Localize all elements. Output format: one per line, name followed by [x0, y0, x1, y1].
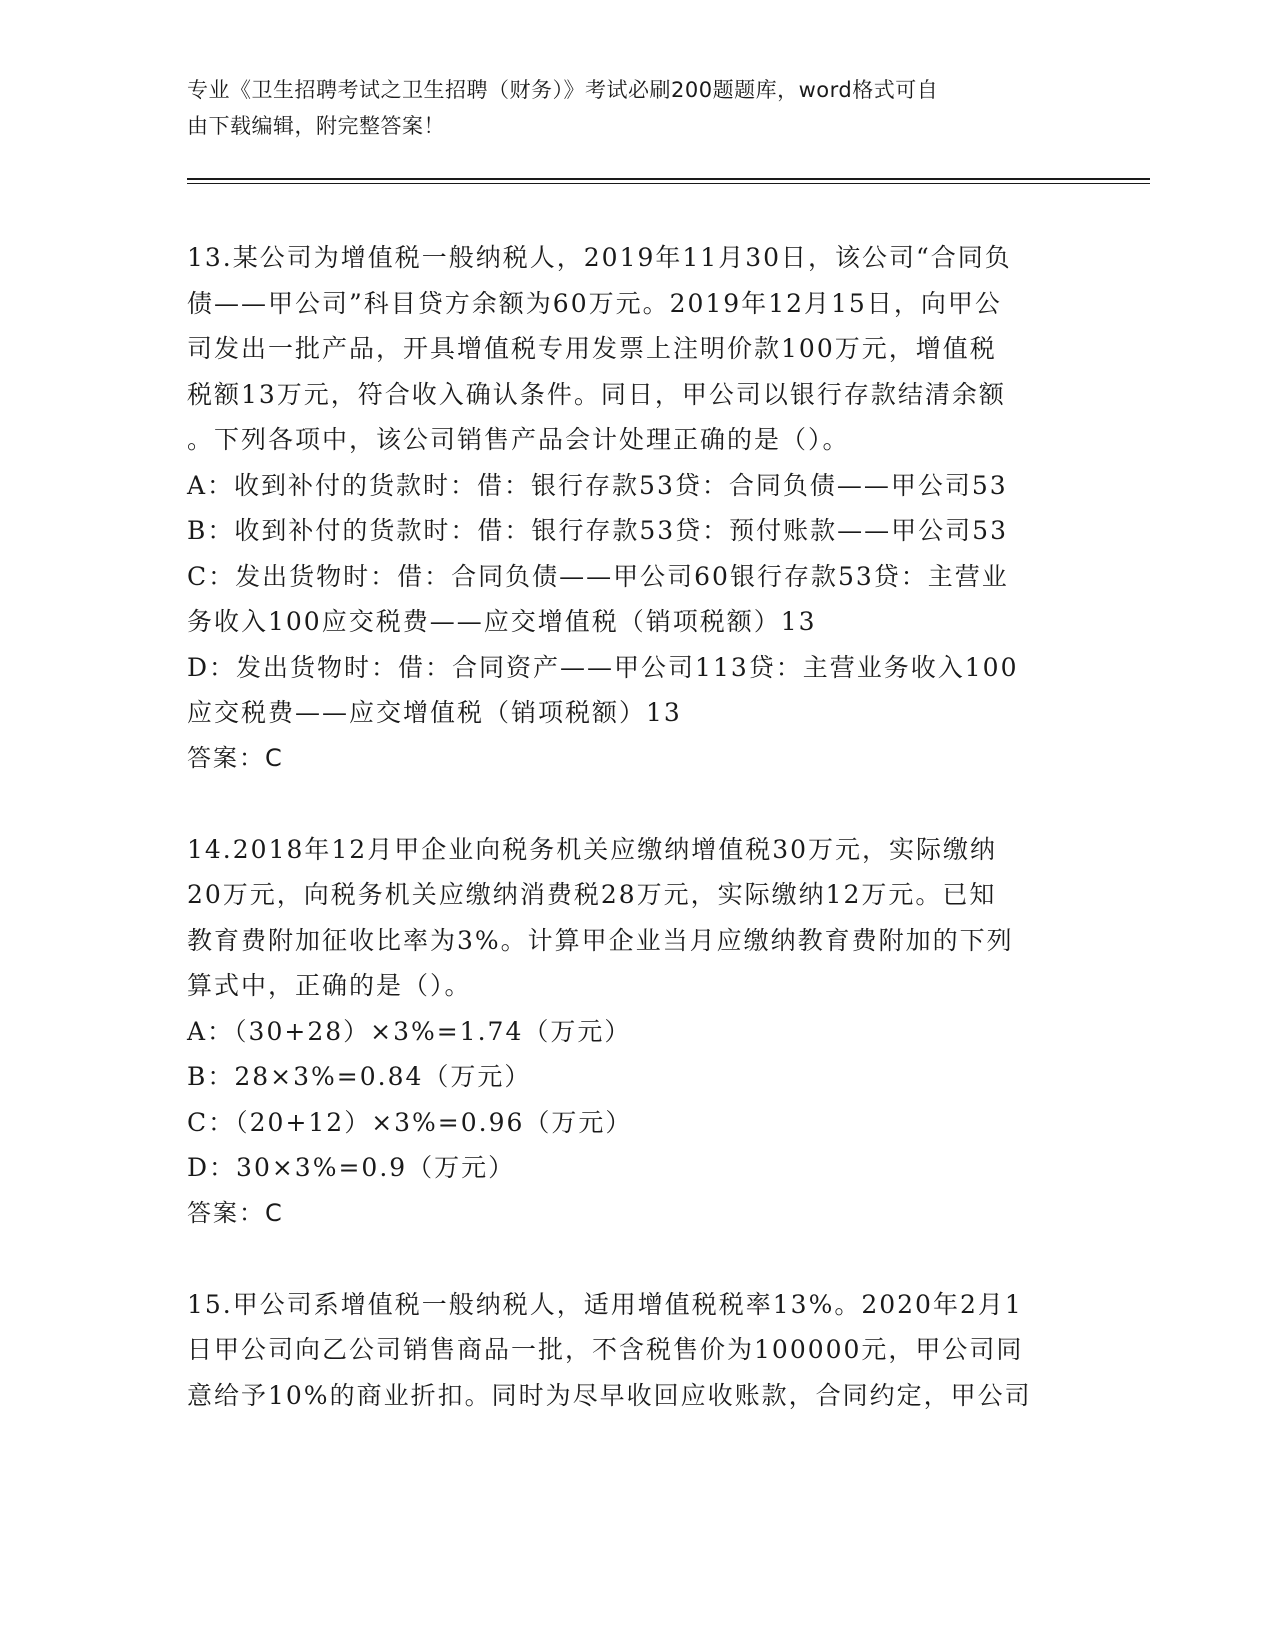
option-line: 务收入100应交税费——应交增值税（销项税额）13 — [187, 607, 817, 636]
question-14 — [187, 827, 1087, 1237]
stem-line: 债——甲公司”科目贷方余额为60万元。2019年12月15日，向甲公 — [187, 288, 1002, 318]
stem-line: 算式中，正确的是（）。 — [187, 971, 472, 1000]
question-15 — [187, 1282, 1087, 1419]
option-line: C：发出货物时：借：合同负债——甲公司60银行存款53贷：主营业 — [187, 561, 1009, 591]
stem-line: 税额13万元，符合收入确认条件。同日，甲公司以银行存款结清余额 — [187, 379, 1006, 409]
option-line: A：（30+28）×3%=1.74（万元） — [187, 1016, 632, 1046]
stem-line: 。下列各项中，该公司销售产品会计处理正确的是（）。 — [187, 425, 850, 454]
option-line: B：收到补付的货款时：借：银行存款53贷：预付账款——甲公司53 — [187, 516, 1008, 545]
document-header — [187, 72, 1087, 144]
option-line: D：发出货物时：借：合同资产——甲公司113贷：主营业务收入100 — [187, 652, 1019, 682]
questions-body — [187, 235, 1087, 1418]
question-stem — [187, 1282, 1087, 1419]
stem-line: 13.某公司为增值税一般纳税人，2019年11月30日，该公司“合同负 — [187, 243, 1012, 272]
spacer — [187, 1236, 1087, 1282]
answer-label: 答案：C — [187, 1198, 284, 1227]
option-line: B：28×3%=0.84（万元） — [187, 1062, 532, 1091]
question-13 — [187, 235, 1087, 781]
option-line: C：（20+12）×3%=0.96（万元） — [187, 1107, 633, 1137]
option-line: D：30×3%=0.9（万元） — [187, 1153, 516, 1182]
stem-line: 司发出一批产品，开具增值税专用发票上注明价款100万元，增值税 — [187, 334, 997, 363]
answer-label: 答案：C — [187, 743, 284, 772]
stem-line: 日甲公司向乙公司销售商品一批，不含税售价为100000元，甲公司同 — [187, 1335, 1024, 1364]
question-stem — [187, 235, 1087, 463]
header-divider-thick — [187, 178, 1150, 180]
header-divider-thin — [187, 183, 1150, 184]
header-line-2: 由下载编辑，附完整答案！ — [187, 114, 445, 138]
option-line: 应交税费——应交增值税（销项税额）13 — [187, 698, 682, 727]
header-line-1: 专业《卫生招聘考试之卫生招聘（财务）》考试必刷200题题库，word格式可自 — [187, 78, 939, 102]
spacer — [187, 781, 1087, 827]
stem-line: 14.2018年12月甲企业向税务机关应缴纳增值税30万元，实际缴纳 — [187, 834, 998, 864]
question-stem — [187, 827, 1087, 1009]
stem-line: 15.甲公司系增值税一般纳税人，适用增值税税率13%。2020年2月1 — [187, 1289, 1023, 1319]
stem-line: 20万元，向税务机关应缴纳消费税28万元，实际缴纳12万元。已知 — [187, 880, 997, 909]
option-line: A：收到补付的货款时：借：银行存款53贷：合同负债——甲公司53 — [187, 470, 1008, 500]
stem-line: 意给予10%的商业折扣。同时为尽早收回应收账款，合同约定，甲公司 — [187, 1380, 1032, 1410]
stem-line: 教育费附加征收比率为3%。计算甲企业当月应缴纳教育费附加的下列 — [187, 925, 1014, 955]
